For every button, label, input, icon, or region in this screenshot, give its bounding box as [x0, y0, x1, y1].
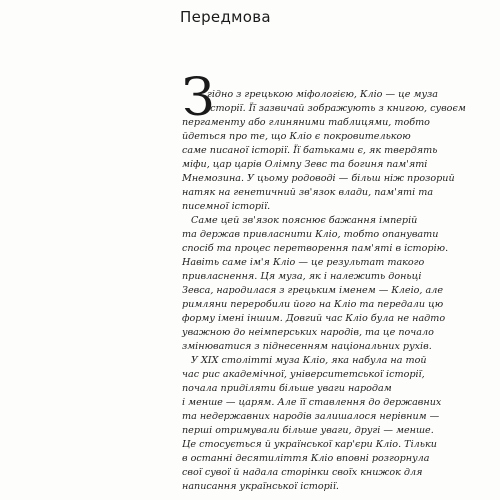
text-line: привласнення. Ця муза, як і належить доньці	[182, 271, 422, 282]
text-line: і менше — царям. Але її ставлення до державних	[182, 397, 442, 408]
text-line: написання української історії.	[182, 481, 339, 492]
text-line: саме писаної історії. Її батьками є, як твердять	[182, 145, 438, 156]
text-line: змінюватися з піднесенням національних рухів.	[182, 341, 432, 352]
text-line: в останні десятиліття Кліо вповні розгорнула	[182, 453, 430, 464]
text-line: свої сувої й надала сторінки своїх книжок для	[182, 467, 423, 478]
text-line: та недержавних народів залишалося нерівним —	[182, 411, 440, 422]
page-title: Передмова	[180, 8, 271, 26]
text-line: гідно з грецькою міфологією, Кліо — це муза	[207, 89, 438, 100]
text-line: писемної історії.	[182, 201, 271, 212]
text-line: У XIX столітті муза Кліо, яка набула на той	[191, 355, 427, 366]
text-line: та держав привласнити Кліо, тобто опанувати	[182, 229, 439, 240]
text-line: натяк на генетичний зв'язок влади, пам'яті та	[182, 187, 434, 198]
text-line: Навіть саме ім'я Кліо — це результат такого	[182, 257, 425, 268]
text-line: міфи, цар царів Олімпу Зевс та богиня пам'яті	[182, 159, 428, 170]
text-line: перші отримували більше уваги, другі — менше.	[182, 425, 434, 436]
text-line: спосіб та процес перетворення пам'яті в історію.	[182, 243, 449, 254]
text-line: історії. Її зазвичай зображують з книгою, сувоєм	[207, 103, 466, 114]
text-line: форму імені іншим. Довгий час Кліо була не надто	[182, 313, 446, 324]
text-line: йдеться про те, що Кліо є покровителькою	[182, 131, 411, 142]
drop-cap: З	[182, 68, 215, 128]
text-line: почала приділяти більше уваги народам	[182, 383, 392, 394]
text-line: пергаменту або глиняними таблицями, тобто	[182, 117, 430, 128]
text-line: Це стосується й української кар'єри Кліо. Тільки	[182, 439, 437, 450]
text-line: Зевса, народилася з грецьким іменем — Клеіо, але	[182, 285, 444, 296]
text-line: Мнемозина. У цьому родоводі — більш ніж прозорий	[182, 173, 455, 184]
text-line: Саме цей зв'язок пояснює бажання імперій	[191, 215, 418, 226]
text-line: уважною до неімперських народів, та це почало	[182, 327, 434, 338]
text-line: римляни переробили його на Кліо та передали цю	[182, 299, 444, 310]
text-line: час рис академічної, університетської історії,	[182, 369, 425, 380]
